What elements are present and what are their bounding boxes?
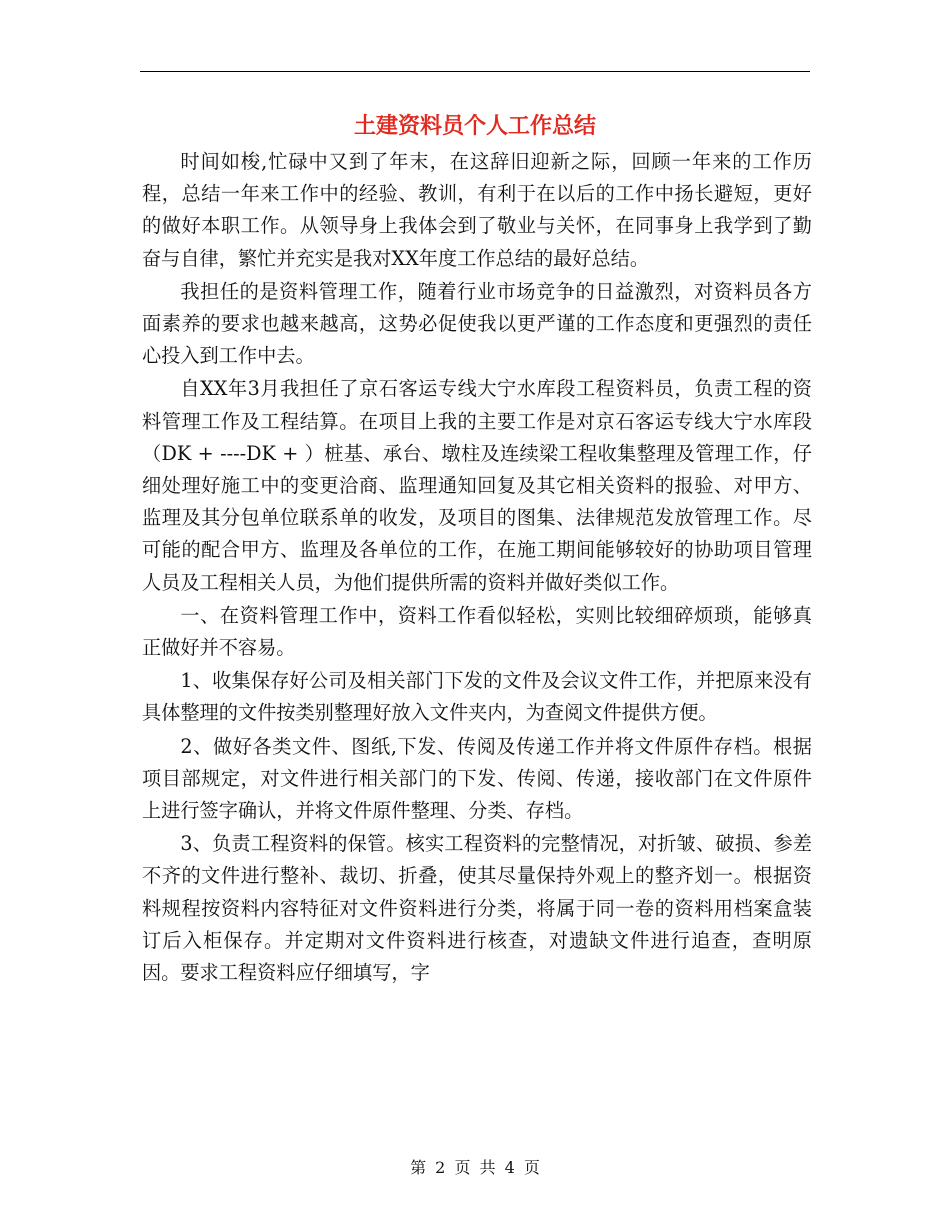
paragraph: 我担任的是资料管理工作，随着行业市场竞争的日益激烈，对资料员各方面素养的要求也越来越高，这势必促使我以更严谨的工作态度和更强烈的责任心投入到工作中去。 bbox=[142, 279, 812, 368]
document-title: 土建资料员个人工作总结 bbox=[353, 113, 596, 139]
document-body bbox=[142, 146, 812, 990]
paragraph: 自XX年3月我担任了京石客运专线大宁水库段工程资料员，负责工程的资料管理工作及工程结算。在项目上我的主要工作是对京石客运专线大宁水库段（DK + ----DK + ）桩基、承台、墩柱及连续梁工程收集整理及管理工作，仔细处理好施工中的变更洽商、监理通知回复及其它相关资料的报验、对甲方、监理及其分包单位联系单的收发，及项目的图集、法律规范发放管理工作。尽可能的配合甲方、监理及各单位的工作，在施工期间能够较好的协助项目管理人员及工程相关人员，为他们提供所需的资料并做好类似工作。 bbox=[142, 377, 812, 594]
paragraph: 一、在资料管理工作中，资料工作看似轻松，实则比较细碎烦琐，能够真正做好并不容易。 bbox=[142, 603, 812, 660]
paragraph: 2、做好各类文件、图纸,下发、传阅及传递工作并将文件原件存档。根据项目部规定，对文件进行相关部门的下发、传阅、传递，接收部门在文件原件上进行签字确认，并将文件原件整理、分类、存档。 bbox=[142, 734, 812, 823]
paragraph: 1、收集保存好公司及相关部门下发的文件及会议文件工作，并把原来没有具体整理的文件按类别整理好放入文件夹内，为查阅文件提供方便。 bbox=[142, 669, 812, 725]
paragraph: 时间如梭,忙碌中又到了年末，在这辞旧迎新之际，回顾一年来的工作历程，总结一年来工作中的经验、教训，有利于在以后的工作中扬长避短，更好的做好本职工作。从领导身上我体会到了敬业与关怀，在同事身上我学到了勤奋与自律，繁忙并充实是我对XX年度工作总结的最好总结。 bbox=[142, 150, 812, 270]
page-number: 第 2 页 共 4 页 bbox=[410, 1158, 540, 1177]
paragraph: 3、负责工程资料的保管。核实工程资料的完整情况，对折皱、破损、参差不齐的文件进行整补、裁切、折叠，使其尽量保持外观上的整齐划一。根据资料规程按资料内容特征对文件资料进行分类，将属于同一卷的资料用档案盒装订后入柜保存。并定期对文件资料进行核查，对遗缺文件进行追查，查明原因。要求工程资料应仔细填写，字 bbox=[142, 832, 812, 985]
header-rule bbox=[140, 71, 810, 72]
